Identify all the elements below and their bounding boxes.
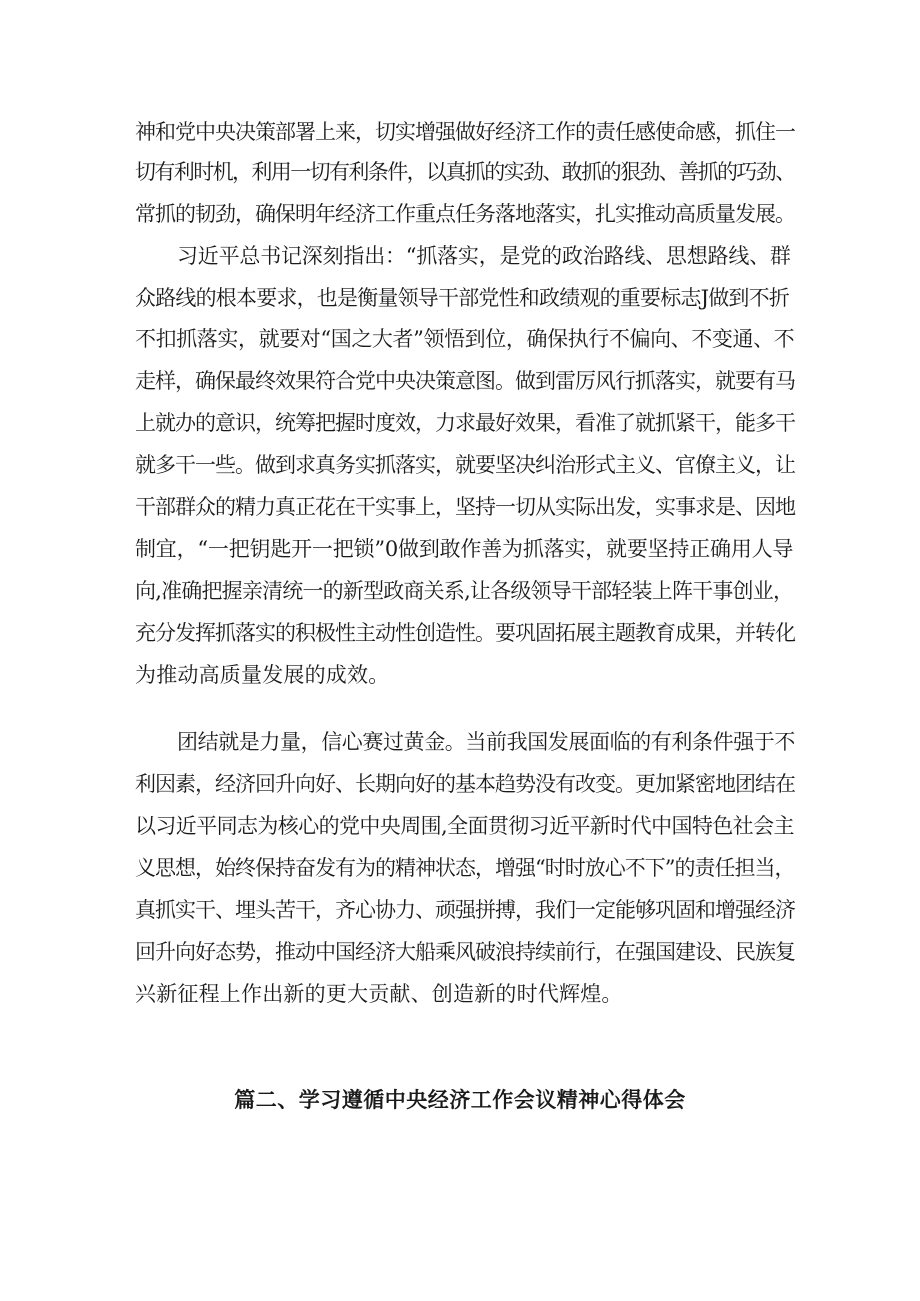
paragraph-1-line-1: 神和党中央决策部署上来，切实增强做好经济工作的责任感使命感，抓住一 xyxy=(135,120,795,144)
paragraph-1-line-3: 常抓的韧劲，确保明年经济工作重点任务落地落实，扎实推动高质量发展。 xyxy=(135,202,795,226)
paragraph-3-line-3: 以习近平同志为核心的党中央周围,全面贯彻习近平新时代中国特色社会主 xyxy=(135,814,794,838)
paragraph-3-line-4: 义思想，始终保持奋发有为的精神状态，增强“时时放心不下”的责任担当， xyxy=(135,856,795,880)
paragraph-2-line-1: 习近平总书记深刻指出：“抓落实，是党的政治路线、思想路线、群 xyxy=(177,244,791,268)
paragraph-3-line-5: 真抓实干、埋头苦干，齐心协力、顽强拼搏，我们一定能够巩固和增强经济 xyxy=(135,898,795,922)
section-heading: 篇二、学习遵循中央经济工作会议精神心得体会 xyxy=(234,1088,686,1112)
paragraph-2-line-8: 制宜，“一把钥匙开一把锁”0做到敢作善为抓落实，就要坚持正确用人导 xyxy=(135,537,794,561)
paragraph-2-line-2: 众路线的根本要求，也是衡量领导干部党性和政绩观的重要标志J做到不折 xyxy=(135,286,790,310)
paragraph-3-line-7: 兴新征程上作出新的更大贡献、创造新的时代辉煌。 xyxy=(135,982,623,1006)
paragraph-2-line-3: 不扣抓落实，就要对“国之大者”领悟到位，确保执行不偏向、不变通、不 xyxy=(135,327,795,351)
paragraph-3-line-6: 回升向好态势，推动中国经济大船乘风破浪持续前行，在强国建设、民族复 xyxy=(135,940,795,964)
paragraph-2-line-6: 就多干一些。做到求真务实抓落实，就要坚决纠治形式主义、官僚主义，让 xyxy=(135,453,795,477)
paragraph-1-line-2: 切有利时机，利用一切有利条件，以真抓的实劲、敢抓的狠劲、善抓的巧劲、 xyxy=(135,160,795,184)
paragraph-3-line-1: 团结就是力量，信心赛过黄金。当前我国发展面临的有利条件强于不 xyxy=(177,730,795,754)
paragraph-2-line-7: 干部群众的精力真正花在干实事上，坚持一切从实际出发，实事求是、因地 xyxy=(135,495,795,519)
paragraph-2-line-5: 上就办的意识，统筹把握时度效，力求最好效果，看准了就抓紧干，能多干 xyxy=(135,411,795,435)
paragraph-2-line-4: 走样，确保最终效果符合党中央决策意图。做到雷厉风行抓落实，就要有马 xyxy=(135,369,795,393)
paragraph-3-line-2: 利因素，经济回升向好、长期向好的基本趋势没有改变。更加紧密地团结在 xyxy=(135,772,795,796)
paragraph-2-line-9: 向,准确把握亲清统一的新型政商关系,让各级领导干部轻装上阵干事创业， xyxy=(135,579,794,603)
paragraph-2-line-11: 为推动高质量发展的成效。 xyxy=(135,663,390,687)
paragraph-2-line-10: 充分发挥抓落实的积极性主动性创造性。要巩固拓展主题教育成果，并转化 xyxy=(135,621,795,645)
